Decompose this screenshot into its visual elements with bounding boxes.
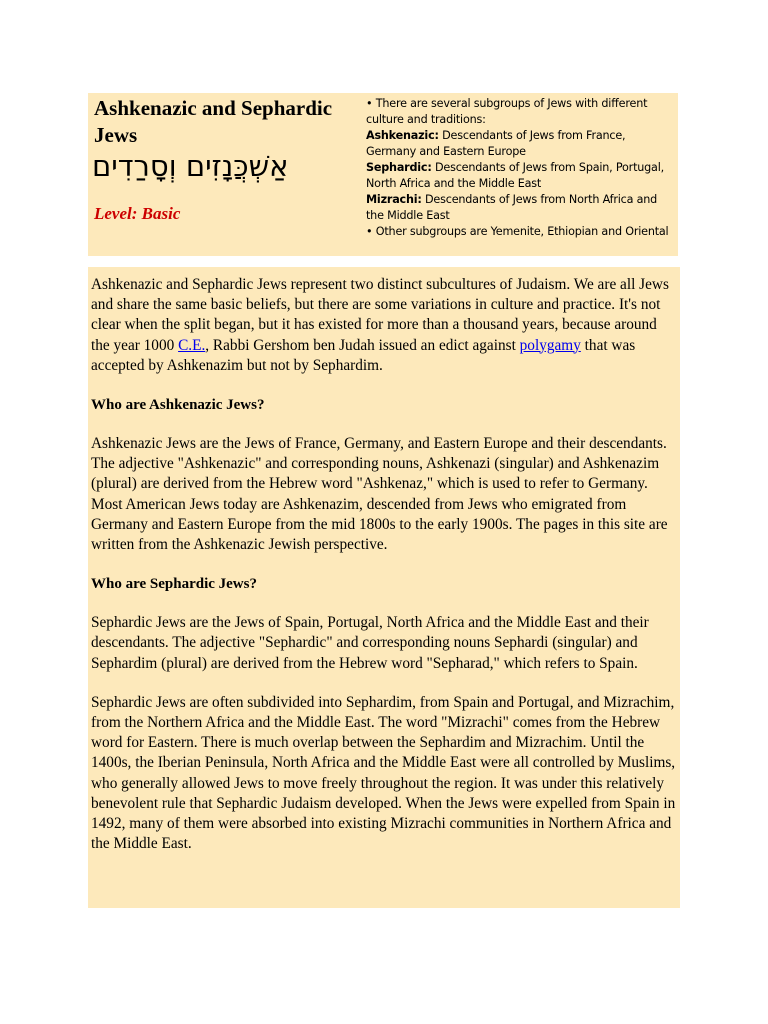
ce-link[interactable]: C.E. — [178, 336, 206, 354]
summary-ashkenazic-label: Ashkenazic: — [366, 129, 439, 142]
article-body — [88, 267, 680, 908]
summary-sephardic-text: Descendants of Jews from Spain, Portugal, North Africa and the Middle East — [366, 161, 664, 190]
ashkenazic-paragraph: Ashkenazic Jews are the Jews of France, Germany, and Eastern Europe and their descendants. The adjective "Ashkenazic" and corresponding nouns, Ashkenazi (singular) and Ashkenazim (plural) are derived from the Hebrew word "Ashkenaz," which is used to refer to Germany. Most American Jews today are Ashkenazim, descended from Jews who emigrated from Germany and Eastern Europe from the mid 1800s to the early 1900s. The pages in this site are written from the Ashkenazic Jewish perspective. — [91, 435, 668, 554]
header-box — [88, 93, 678, 256]
summary-mizrachi-label: Mizrachi: — [366, 193, 422, 206]
heading-sephardic: Who are Sephardic Jews? — [91, 576, 257, 593]
summary-mizrachi — [366, 192, 676, 224]
intro-paragraph — [91, 275, 679, 376]
sephardic-paragraph: Sephardic Jews are the Jews of Spain, Portugal, North Africa and the Middle East and their descendants. The adjective "Sephardic" and corresponding nouns Sephardi (singular) and Sephardim (plural) are derived from the Hebrew word "Sepharad," which refers to Spain. — [91, 614, 649, 672]
mizrachim-paragraph: Sephardic Jews are often subdivided into Sephardim, from Spain and Portugal, and Mizrachim, from the Northern Africa and the Middle East. The word "Mizrachi" comes from the Hebrew word for Eastern. There is much overlap between the Sephardim and Mizrachim. Until the 1400s, the Iberian Peninsula, North Africa and the Middle East were all controlled by Muslims, who generally allowed Jews to move freely throughout the region. It was under this relatively benevolent rule that Sephardic Judaism developed. When the Jews were expelled from Spain in 1492, many of them were absorbed into existing Mizrachi communities in Northern Africa and the Middle East. — [91, 693, 676, 853]
hebrew-title: אַשְׁכֲּנָזִים וְסָרַדִים — [92, 149, 289, 183]
summary-ashkenazic — [366, 128, 676, 160]
summary-bullet-other: • Other subgroups are Yemenite, Ethiopian and Oriental — [366, 225, 669, 238]
summary-sephardic-label: Sephardic: — [366, 161, 432, 174]
intro-text-1: Ashkenazic and Sephardic Jews represent two distinct subcultures of Judaism. We are all Jews and share the same basic beliefs, but there are some variations in culture and practice. It's not clear when the split began, but it has existed for more than a thousand years, because around the year 1000 — [91, 276, 669, 354]
page-title: Ashkenazic and Sephardic Jews — [94, 96, 333, 147]
intro-text-3: that was accepted by Ashkenazim but not by Sephardim. — [91, 336, 636, 374]
intro-text-2: , Rabbi Gershom ben Judah issued an edict against — [205, 336, 520, 354]
summary-box — [366, 96, 676, 240]
summary-bullet-subgroups: • There are several subgroups of Jews with different culture and traditions: — [366, 97, 648, 126]
article-content — [91, 275, 679, 873]
summary-sephardic — [366, 160, 676, 192]
level-label: Level: Basic — [94, 204, 181, 223]
polygamy-link[interactable]: polygamy — [519, 336, 581, 354]
summary-mizrachi-text: Descendants of Jews from North Africa and the Middle East — [366, 193, 658, 222]
heading-ashkenazic: Who are Ashkenazic Jews? — [91, 397, 265, 414]
summary-ashkenazic-text: Descendants of Jews from France, Germany and Eastern Europe — [366, 129, 626, 158]
